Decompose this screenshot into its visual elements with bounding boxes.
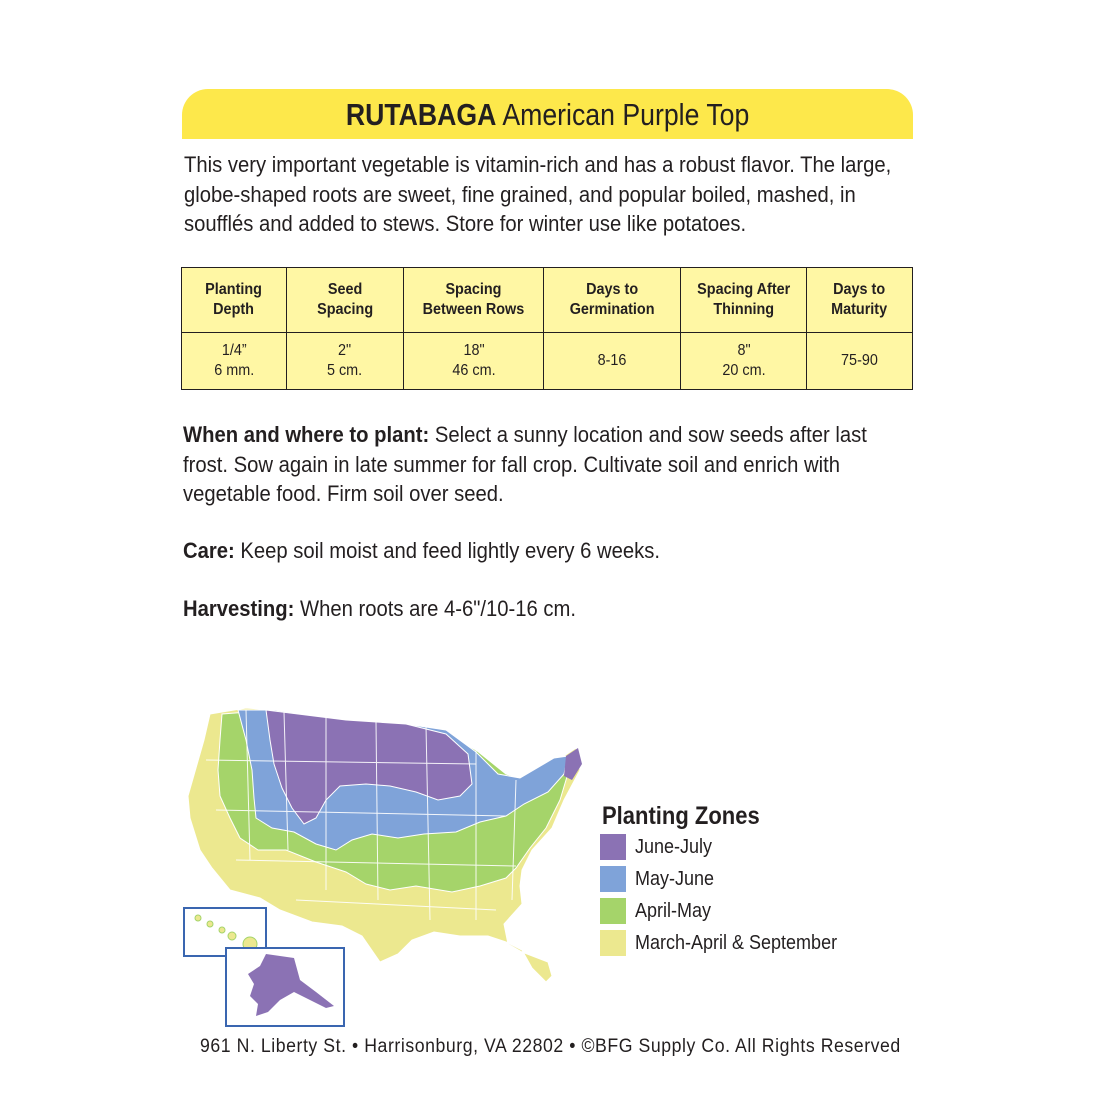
when-where-line: frost. Sow again in late summer for fall crop. Cultivate soil and enrich with: [183, 451, 840, 477]
legend-swatch: [600, 898, 626, 924]
description-line: This very important vegetable is vitamin-rich and has a robust flavor. The large,: [184, 152, 892, 177]
title-banner: [182, 89, 913, 139]
harvesting-section: [183, 594, 576, 624]
when-where-line: vegetable food. Firm soil over seed.: [183, 481, 504, 506]
header-planting-depth: Planting Depth: [182, 268, 287, 333]
harvesting-heading: Harvesting:: [183, 596, 295, 621]
legend-label: May-June: [635, 867, 715, 890]
legend-swatch: [600, 834, 626, 860]
legend-item-may-june: [600, 866, 723, 892]
care-text: Keep soil moist and feed lightly every 6 weeks.: [234, 538, 661, 563]
header-thinning: Spacing After Thinning: [681, 268, 807, 333]
legend-swatch: [600, 930, 626, 956]
description-line: globe-shaped roots are sweet, fine grained, and popular boiled, mashed, in: [184, 181, 856, 207]
map-zone-june-july-northeast: [564, 748, 582, 780]
legend-item-april-may: [600, 898, 719, 924]
value-maturity: 75-90: [807, 333, 913, 390]
value-row-spacing: 18" 46 cm.: [403, 333, 544, 390]
table-header-row: [182, 268, 913, 333]
planting-specs-table: [181, 267, 913, 390]
planting-zone-map: [176, 700, 616, 1035]
care-heading: Care:: [183, 538, 235, 563]
description: [184, 150, 892, 239]
when-where-heading: When and where to plant:: [183, 422, 430, 447]
care-section: [183, 536, 660, 566]
legend-item-march-april: [600, 930, 860, 956]
product-title: [345, 96, 750, 132]
description-line: soufflés and added to stews. Store for winter use like potatoes.: [184, 211, 747, 236]
variety-name: American Purple Top: [502, 96, 750, 132]
value-planting-depth: 1/4” 6 mm.: [182, 333, 287, 390]
legend-label: June-July: [635, 835, 713, 858]
header-row-spacing: Spacing Between Rows: [403, 268, 544, 333]
value-thinning: 8" 20 cm.: [681, 333, 807, 390]
legend-item-june-july: [600, 834, 721, 860]
legend-label: March-April & September: [635, 931, 838, 954]
value-seed-spacing: 2" 5 cm.: [286, 333, 403, 390]
header-maturity: Days to Maturity: [807, 268, 913, 333]
harvesting-text: When roots are 4-6"/10-16 cm.: [294, 596, 577, 621]
header-germination: Days to Germination: [544, 268, 681, 333]
crop-name: RUTABAGA: [345, 96, 497, 132]
when-where-section: [183, 420, 867, 509]
value-germination: 8-16: [544, 333, 681, 390]
legend-label: April-May: [635, 899, 712, 922]
header-seed-spacing: Seed Spacing: [286, 268, 403, 333]
table-values-row: [182, 333, 913, 390]
footer-address: 961 N. Liberty St. • Harrisonburg, VA 22802 • ©BFG Supply Co. All Rights Reserved: [200, 1036, 901, 1057]
legend-title: Planting Zones: [602, 802, 760, 830]
when-where-line: Select a sunny location and sow seeds after last: [429, 422, 867, 447]
legend-swatch: [600, 866, 626, 892]
